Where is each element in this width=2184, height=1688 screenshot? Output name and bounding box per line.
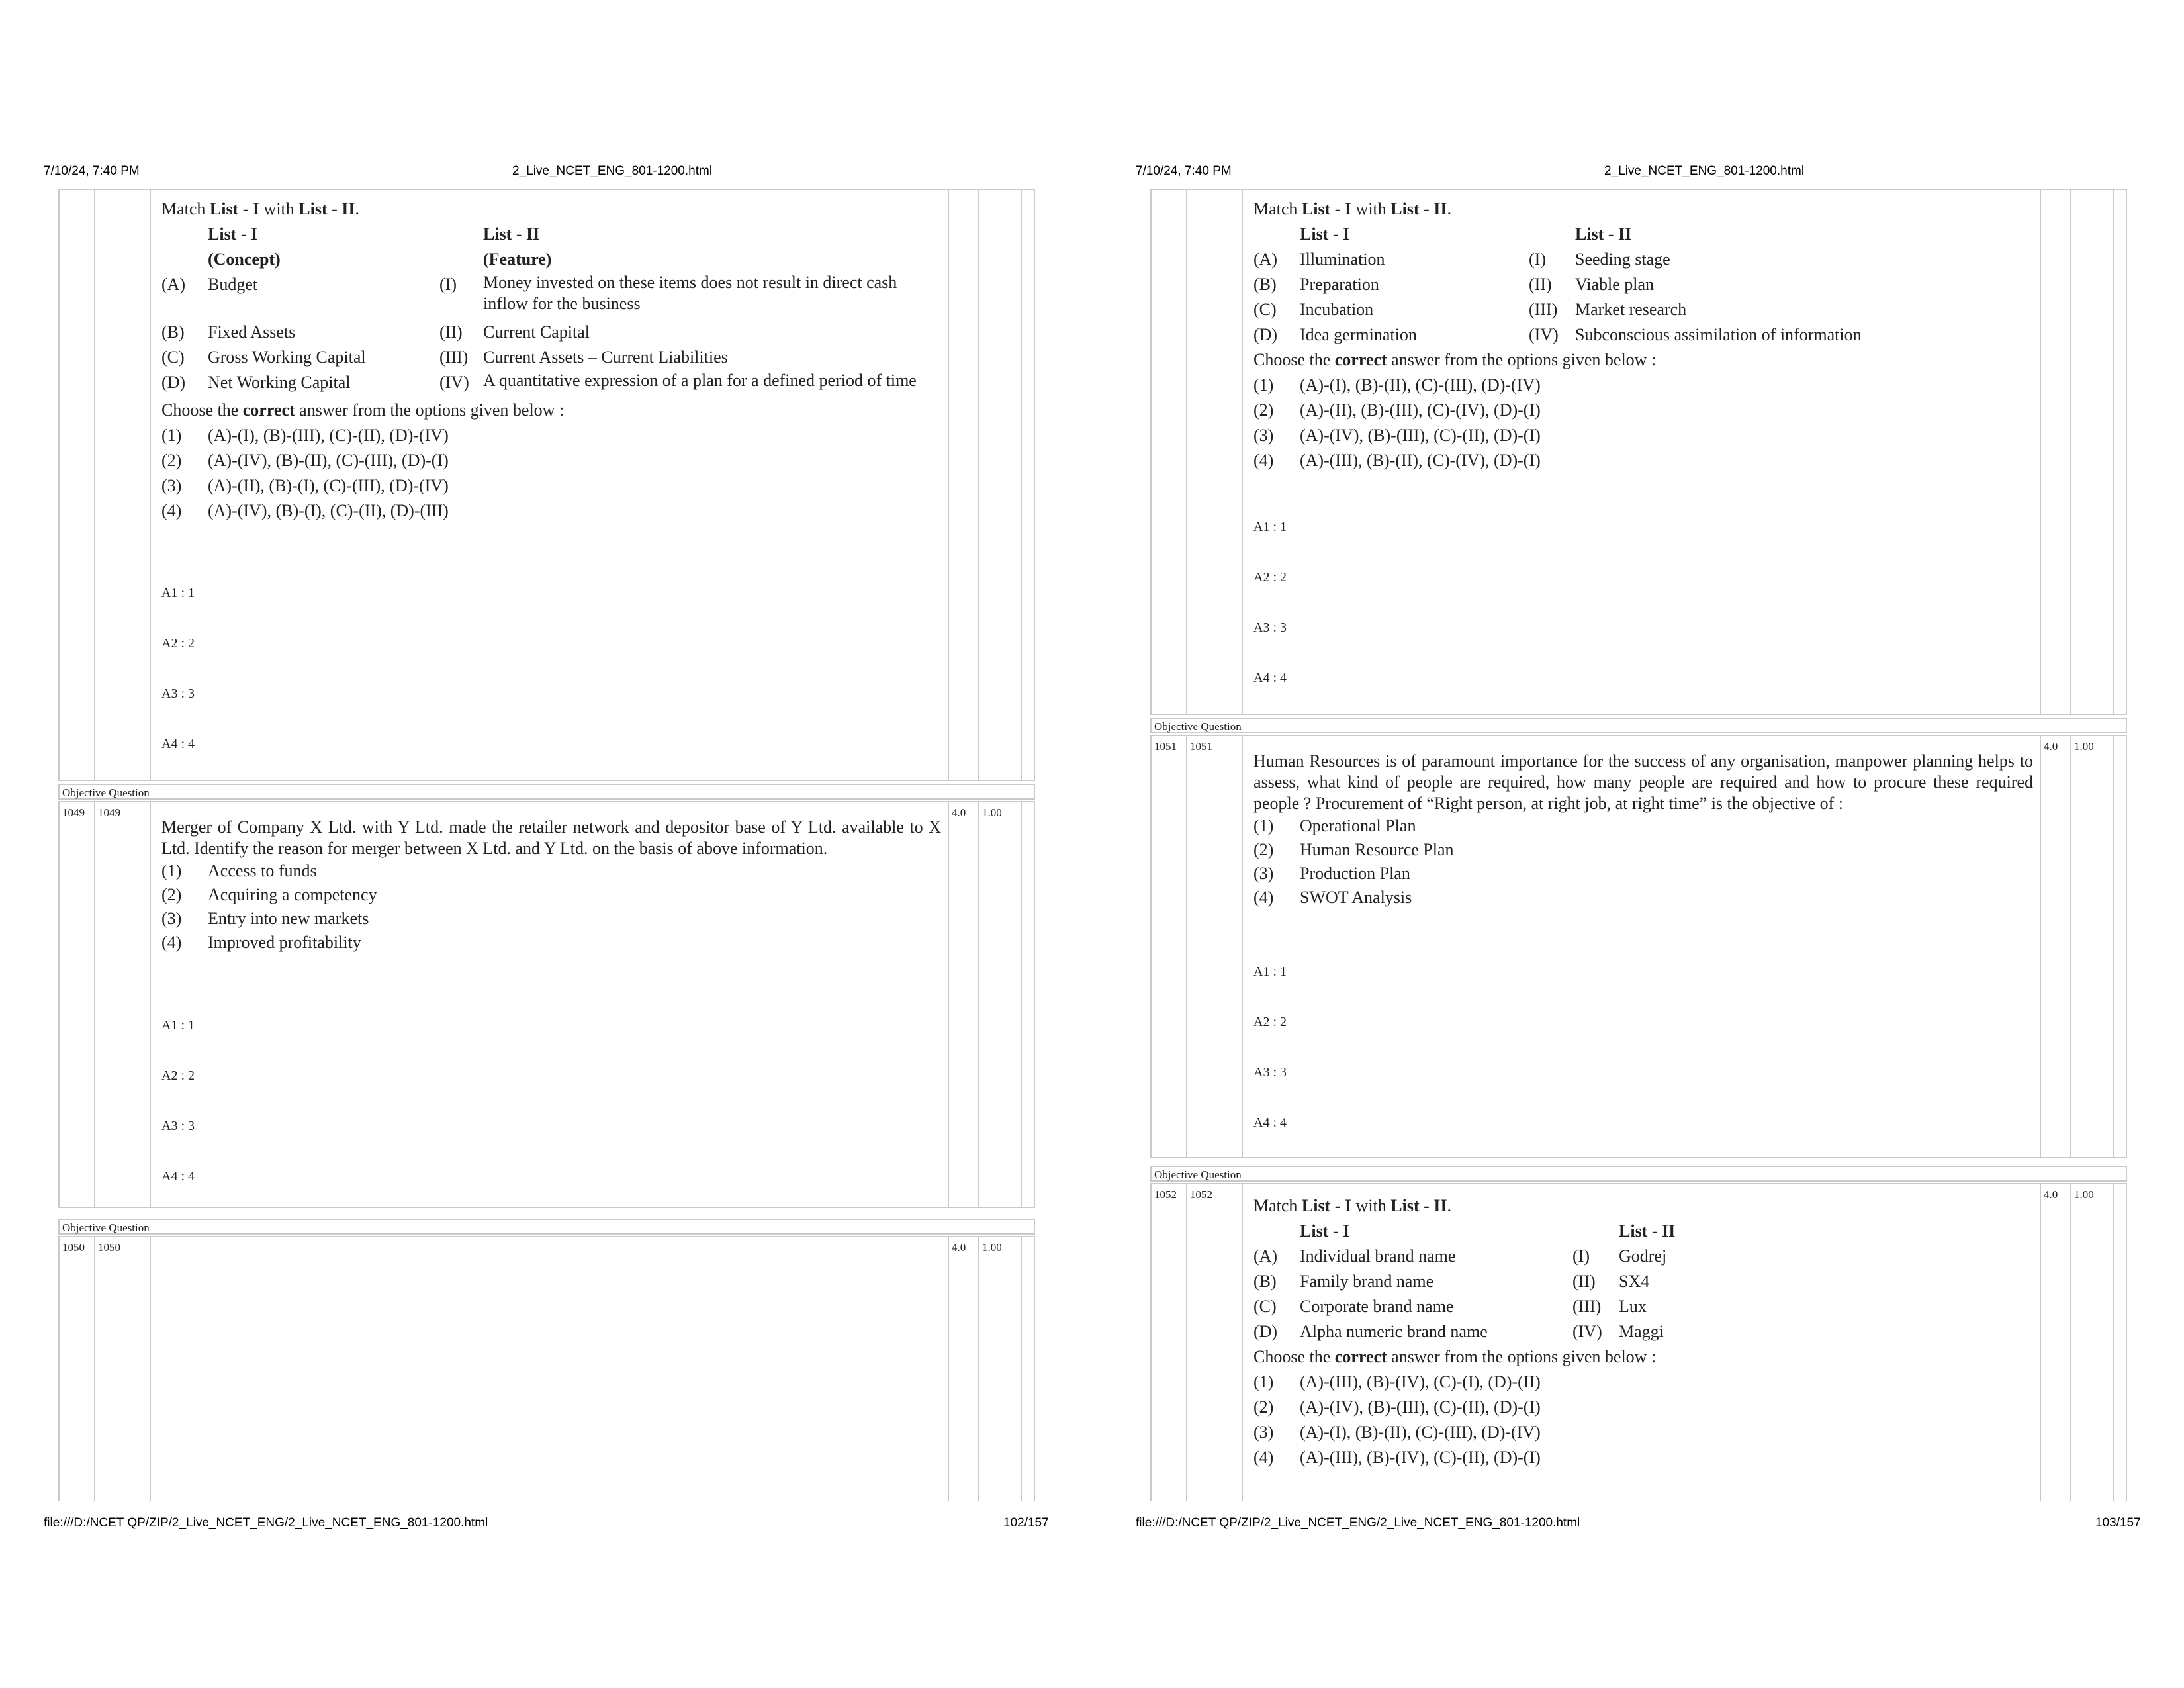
option-1: (1) (A)-(III), (B)-(IV), (C)-(I), (D)-(II) bbox=[1253, 1372, 1541, 1391]
serial-number: 1052 bbox=[1154, 1188, 1177, 1201]
question-body bbox=[1253, 197, 2033, 473]
answer-key-4: A4 : 4 bbox=[161, 737, 195, 751]
section-label: Objective Question bbox=[58, 784, 1035, 800]
answer-key-3: A3 : 3 bbox=[1253, 1065, 1287, 1080]
section-label: Objective Question bbox=[1150, 718, 2127, 733]
match-row: (D) Alpha numeric brand name (IV) Maggi bbox=[1253, 1322, 1664, 1341]
option-2: (2) (A)-(II), (B)-(III), (C)-(IV), (D)-(I) bbox=[1253, 400, 1541, 420]
option-3: (3) Production Plan bbox=[1253, 864, 1410, 883]
match-table: List - I List - II (Concept) (Feature) (A) Budget (I) Money invested on these items does not result in direct cash inflow for the business (B) Fixed Assets (II) Current Capital (C) Gross Working Capital (III) Current Assets – Current Liabilities (D) Net Working Capital (IV) A quantitative expression of a plan for a defined period of time bbox=[161, 222, 941, 395]
option-2: (2) (A)-(IV), (B)-(III), (C)-(II), (D)-(I) bbox=[1253, 1397, 1541, 1417]
answer-key-3: A3 : 3 bbox=[161, 1119, 195, 1133]
option-4: (4) (A)-(III), (B)-(IV), (C)-(II), (D)-(I) bbox=[1253, 1448, 1541, 1467]
answer-key-4: A4 : 4 bbox=[1253, 1115, 1287, 1130]
option-4: (4) Improved profitability bbox=[161, 933, 361, 952]
section-label: Objective Question bbox=[58, 1219, 1035, 1235]
footer-path: file:///D:/NCET QP/ZIP/2_Live_NCET_ENG/2_Live_NCET_ENG_801-1200.html bbox=[44, 1516, 488, 1530]
footer-page-number: 103/157 bbox=[2095, 1516, 2141, 1530]
question-table bbox=[58, 189, 1035, 1501]
choose-instruction: Choose the correct answer from the options given below : bbox=[1253, 1347, 1657, 1366]
question-table bbox=[1150, 189, 2127, 1501]
negative-marks: 1.00 bbox=[2074, 1188, 2094, 1201]
answer-key-3: A3 : 3 bbox=[161, 686, 195, 701]
option-3: (3) (A)-(II), (B)-(I), (C)-(III), (D)-(IV) bbox=[161, 476, 449, 495]
option-2: (2) (A)-(IV), (B)-(II), (C)-(III), (D)-(I) bbox=[161, 451, 449, 470]
marks: 4.0 bbox=[2044, 740, 2058, 753]
question-row-prev bbox=[58, 189, 1035, 781]
question-body bbox=[161, 197, 941, 524]
answer-key-1: A1 : 1 bbox=[161, 1018, 195, 1033]
marks: 4.0 bbox=[2044, 1188, 2058, 1201]
match-row: (D) Net Working Capital (IV) A quantitative expression of a plan for a defined period of time bbox=[161, 371, 917, 392]
serial-number: 1050 bbox=[62, 1241, 85, 1254]
question-row-1052 bbox=[1150, 1183, 2127, 1501]
answer-key-2: A2 : 2 bbox=[161, 636, 195, 651]
question-row-1050 bbox=[58, 1236, 1035, 1501]
negative-marks: 1.00 bbox=[982, 1241, 1002, 1254]
answer-key-2: A2 : 2 bbox=[1253, 1015, 1287, 1029]
match-row: (B) Preparation (II) Viable plan bbox=[1253, 275, 1655, 294]
option-2: (2) Human Resource Plan bbox=[1253, 840, 1454, 859]
match-row: (C) Corporate brand name (III) Lux bbox=[1253, 1297, 1647, 1316]
answer-key-2: A2 : 2 bbox=[161, 1068, 195, 1083]
question-row-prev bbox=[1150, 189, 2127, 715]
option-1: (1) (A)-(I), (B)-(II), (C)-(III), (D)-(IV) bbox=[1253, 375, 1541, 395]
match-table: List - I List - II (A) Individual brand name (I) Godrej (B) Family brand name (II) SX4 (C) Corporate brand name (III) Lux (D) Alpha numeric brand name (IV) Maggi bbox=[1253, 1219, 1675, 1344]
match-intro: Match List - I with List - II. bbox=[1253, 1196, 1452, 1215]
question-body bbox=[1253, 751, 2033, 910]
question-row-1051 bbox=[1150, 735, 2127, 1158]
question-id: 1052 bbox=[1190, 1188, 1212, 1201]
choose-instruction: Choose the correct answer from the options given below : bbox=[1253, 350, 1657, 369]
question-text: Human Resources is of paramount importance for the success of any organisation, manpower planning helps to assess, what kind of people are required, how many people are required and how to procure these required people ? Procurement of “Right person, at right job, at right time” is the objective of : bbox=[1253, 751, 2033, 813]
option-4: (4) (A)-(III), (B)-(II), (C)-(IV), (D)-(I) bbox=[1253, 451, 1541, 470]
match-row: (B) Fixed Assets (II) Current Capital bbox=[161, 322, 590, 342]
choose-instruction: Choose the correct answer from the options given below : bbox=[161, 400, 565, 420]
question-body bbox=[1253, 1194, 2033, 1470]
question-id: 1050 bbox=[98, 1241, 120, 1254]
match-row: (C) Incubation (III) Market research bbox=[1253, 300, 1687, 319]
option-4: (4) (A)-(IV), (B)-(I), (C)-(II), (D)-(III) bbox=[161, 501, 449, 520]
answer-key-4: A4 : 4 bbox=[1253, 671, 1287, 685]
footer-path: file:///D:/NCET QP/ZIP/2_Live_NCET_ENG/2_Live_NCET_ENG_801-1200.html bbox=[1136, 1516, 1580, 1530]
question-row-1049 bbox=[58, 801, 1035, 1208]
question-id: 1051 bbox=[1190, 740, 1212, 753]
question-text: Merger of Company X Ltd. with Y Ltd. made the retailer network and depositor base of Y Ltd. available to X Ltd. Identify the reason for merger between X Ltd. and Y Ltd. on the basis of above information. bbox=[161, 818, 941, 858]
negative-marks: 1.00 bbox=[982, 806, 1002, 819]
footer-page-number: 102/157 bbox=[1003, 1516, 1049, 1530]
option-3: (3) Entry into new markets bbox=[161, 909, 369, 928]
option-1: (1) Access to funds bbox=[161, 861, 317, 880]
marks: 4.0 bbox=[952, 806, 966, 819]
match-row: (C) Gross Working Capital (III) Current Assets – Current Liabilities bbox=[161, 348, 728, 367]
answer-key-1: A1 : 1 bbox=[1253, 964, 1287, 979]
question-id: 1049 bbox=[98, 806, 120, 819]
section-label: Objective Question bbox=[1150, 1166, 2127, 1182]
header-datetime: 7/10/24, 7:40 PM bbox=[44, 164, 140, 178]
marks: 4.0 bbox=[952, 1241, 966, 1254]
option-3: (3) (A)-(I), (B)-(II), (C)-(III), (D)-(IV) bbox=[1253, 1423, 1541, 1442]
option-1: (1) (A)-(I), (B)-(III), (C)-(II), (D)-(IV) bbox=[161, 426, 449, 445]
right-page bbox=[1092, 0, 2184, 1688]
answer-key-1: A1 : 1 bbox=[161, 586, 195, 600]
match-row: (A) Budget (I) Money invested on these items does not result in direct cash inflow for the business bbox=[161, 273, 897, 313]
option-2: (2) Acquiring a competency bbox=[161, 885, 377, 904]
match-intro: Match List - I with List - II. bbox=[161, 199, 360, 218]
header-title: 2_Live_NCET_ENG_801-1200.html bbox=[1604, 164, 1805, 178]
option-3: (3) (A)-(IV), (B)-(III), (C)-(II), (D)-(I) bbox=[1253, 426, 1541, 445]
option-4: (4) SWOT Analysis bbox=[1253, 888, 1412, 907]
header-datetime: 7/10/24, 7:40 PM bbox=[1136, 164, 1232, 178]
match-row: (A) Illumination (I) Seeding stage bbox=[1253, 250, 1670, 269]
header-title: 2_Live_NCET_ENG_801-1200.html bbox=[512, 164, 713, 178]
match-row: (D) Idea germination (IV) Subconscious assimilation of information bbox=[1253, 325, 1862, 344]
match-intro: Match List - I with List - II. bbox=[1253, 199, 1452, 218]
answer-key-2: A2 : 2 bbox=[1253, 570, 1287, 585]
match-table: List - I List - II (A) Illumination (I) Seeding stage (B) Preparation (II) Viable plan (C) Incubation (III) Market research (D) Idea germination (IV) Subconscious assimilation of information bbox=[1253, 222, 1862, 348]
question-body bbox=[161, 817, 941, 955]
serial-number: 1049 bbox=[62, 806, 85, 819]
match-row: (B) Family brand name (II) SX4 bbox=[1253, 1272, 1650, 1291]
option-1: (1) Operational Plan bbox=[1253, 816, 1416, 835]
serial-number: 1051 bbox=[1154, 740, 1177, 753]
match-row: (A) Individual brand name (I) Godrej bbox=[1253, 1246, 1667, 1266]
answer-key-1: A1 : 1 bbox=[1253, 520, 1287, 534]
answer-key-4: A4 : 4 bbox=[161, 1169, 195, 1184]
negative-marks: 1.00 bbox=[2074, 740, 2094, 753]
answer-key-3: A3 : 3 bbox=[1253, 620, 1287, 635]
